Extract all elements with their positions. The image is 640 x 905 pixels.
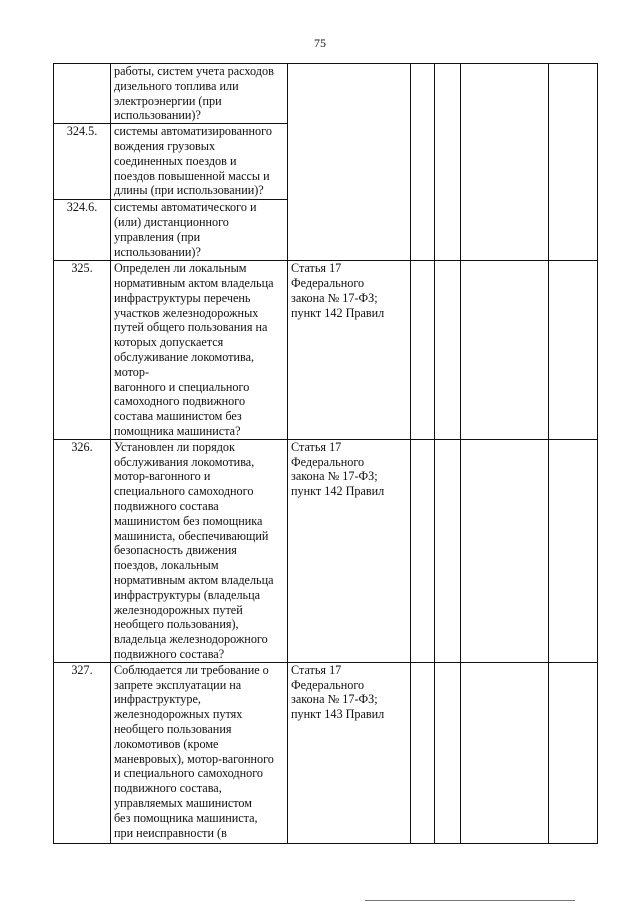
answer-na-cell — [461, 439, 549, 662]
answer-no-cell — [435, 439, 461, 662]
answer-no-cell — [435, 261, 461, 440]
answer-yes-cell — [411, 261, 435, 440]
row-question: системы автоматического и (или) дистанционного управления (при использовании)? — [111, 200, 288, 261]
row-question: работы, систем учета расходов дизельного топлива или электроэнергии (при использовании)? — [111, 64, 288, 124]
row-reference: Статья 17 Федерального закона № 17-ФЗ; пункт 143 Правил — [288, 662, 411, 843]
notes-cell — [549, 439, 598, 662]
page-number: 75 — [314, 36, 326, 50]
row-question: системы автоматизированного вождения грузовых соединенных поездов и поездов повышенной массы и длины (при использовании)? — [111, 124, 288, 200]
row-number: 324.5. — [54, 124, 111, 200]
row-reference: Статья 17 Федерального закона № 17-ФЗ; пункт 142 Правил — [288, 261, 411, 440]
answer-no-cell — [435, 662, 461, 843]
scan-edge-line — [365, 900, 575, 901]
answer-na-cell — [461, 261, 549, 440]
row-number: 324.6. — [54, 200, 111, 261]
row-reference: Статья 17 Федерального закона № 17-ФЗ; пункт 142 Правил — [288, 439, 411, 662]
answer-yes-cell — [411, 64, 435, 261]
answer-yes-cell — [411, 439, 435, 662]
row-question: Определен ли локальным нормативным актом владельца инфраструктуры перечень участков железнодорожных путей общего пользования на которых допускается обслуживание локомотива, мотор- вагонного и специального самоходного подвижного состава машинистом без помощника машиниста? — [111, 261, 288, 440]
notes-cell — [549, 261, 598, 440]
row-question: Установлен ли порядок обслуживания локомотива, мотор-вагонного и специального самоходного подвижного состава машинистом без помощника машиниста, обеспечивающий безопасность движения поездов, локальным нормативным актом владельца инфраструктуры (владельца железнодорожных путей необщего пользования), владельца железнодорожного подвижного состава? — [111, 439, 288, 662]
row-number — [54, 64, 111, 124]
checklist-table — [53, 63, 598, 844]
table-row — [54, 439, 598, 662]
row-reference — [288, 64, 411, 261]
row-number: 326. — [54, 439, 111, 662]
notes-cell — [549, 64, 598, 261]
row-number: 325. — [54, 261, 111, 440]
row-question: Соблюдается ли требование о запрете эксплуатации на инфраструктуре, железнодорожных путях необщего пользования локомотивов (кроме маневровых), мотор-вагонного и специального самоходного подвижного состава, управляемых машинистом без помощника машиниста, при неисправности (в — [111, 662, 288, 843]
row-number: 327. — [54, 662, 111, 843]
notes-cell — [549, 662, 598, 843]
answer-no-cell — [435, 64, 461, 261]
answer-na-cell — [461, 64, 549, 261]
table-row — [54, 261, 598, 440]
table-row — [54, 662, 598, 843]
table-row — [54, 64, 598, 124]
answer-na-cell — [461, 662, 549, 843]
answer-yes-cell — [411, 662, 435, 843]
